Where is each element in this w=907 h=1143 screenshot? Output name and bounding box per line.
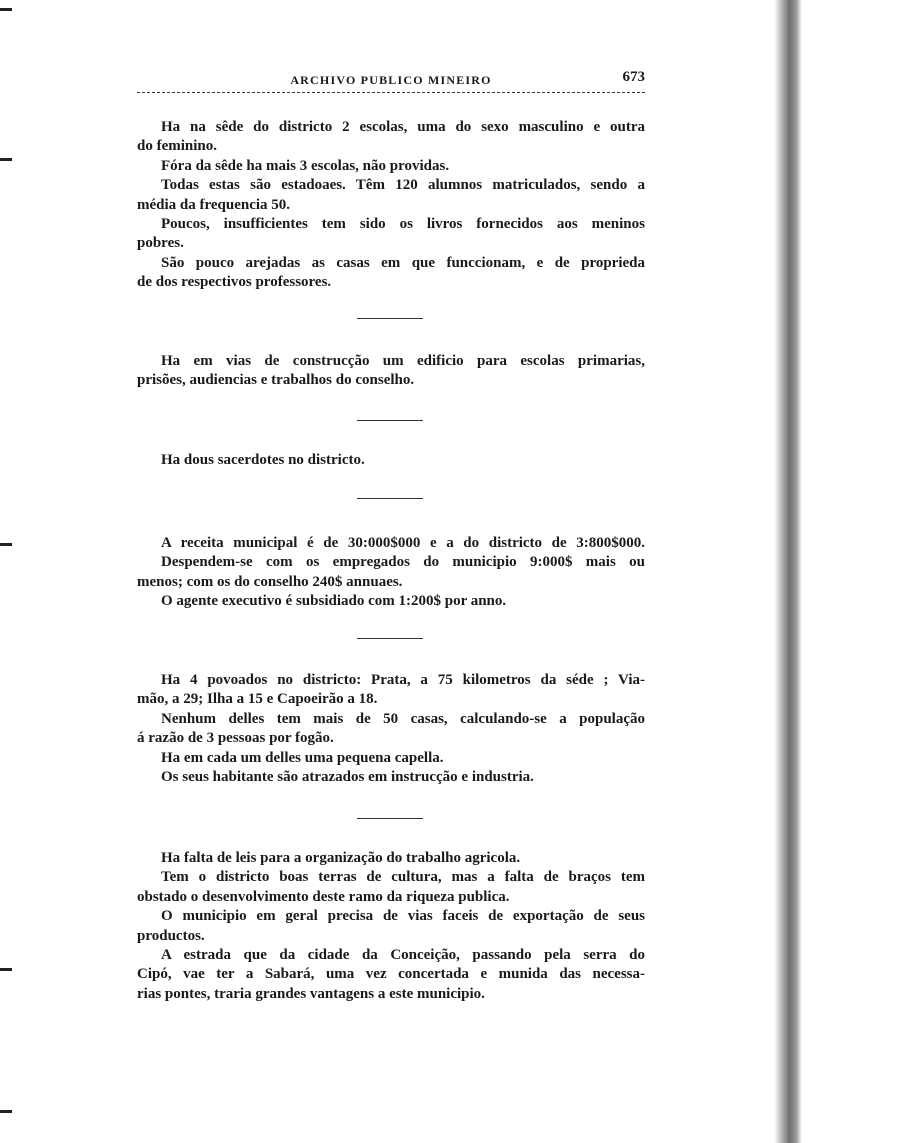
page-header bbox=[137, 68, 645, 90]
text-line: média da frequencia 50. bbox=[137, 196, 291, 213]
section-separator bbox=[357, 638, 423, 639]
text-line: do feminino. bbox=[137, 138, 218, 155]
text-line: Poucos, insufficientes tem sido os livros fornecidos aos meninos bbox=[161, 215, 645, 232]
text-line: mão, a 29; Ilha a 15 e Capoeirão a 18. bbox=[137, 691, 378, 708]
scan-edge-mark bbox=[0, 543, 12, 546]
text-line: Tem o districto boas terras de cultura, mas a falta de braços tem bbox=[161, 869, 645, 886]
text-line: A estrada que da cidade da Conceição, passando pela serra do bbox=[161, 946, 645, 963]
text-line: pobres. bbox=[137, 235, 184, 252]
text-line: Cipó, vae ter a Sabará, uma vez concertada e munida das necessa- bbox=[137, 966, 645, 983]
section-agriculture bbox=[137, 849, 645, 1004]
section-clergy bbox=[137, 451, 645, 470]
section-separator bbox=[357, 318, 423, 319]
text-line: O municipio em geral precisa de vias faceis de exportação de seus bbox=[161, 908, 645, 925]
section-schools bbox=[137, 118, 645, 293]
section-separator bbox=[357, 420, 423, 421]
header-rule bbox=[137, 92, 645, 93]
book-binding-shadow bbox=[774, 0, 802, 1143]
text-line: Fóra da sêde ha mais 3 escolas, não providas. bbox=[161, 157, 450, 174]
section-separator bbox=[357, 818, 423, 819]
text-line: Todas estas são estadoaes. Têm 120 alumnos matriculados, sendo a bbox=[161, 177, 645, 194]
text-line: Ha em vias de construcção um edificio para escolas primarias, bbox=[161, 353, 645, 369]
scan-edge-mark bbox=[0, 968, 12, 971]
text-line: Ha dous sacerdotes no districto. bbox=[161, 452, 365, 468]
text-line: de dos respectivos professores. bbox=[137, 274, 332, 291]
section-revenue bbox=[137, 534, 645, 612]
scan-edge-mark bbox=[0, 158, 12, 161]
text-line: productos. bbox=[137, 927, 205, 944]
text-line: obstado o desenvolvimento deste ramo da riqueza publica. bbox=[137, 888, 510, 905]
text-line: Despendem-se com os empregados do municipio 9:000$ mais ou bbox=[161, 554, 645, 571]
text-line: A receita municipal é de 30:000$000 e a do districto de 3:800$000. bbox=[161, 535, 645, 551]
text-line: Os seus habitante são atrazados em instrucção e industria. bbox=[161, 768, 534, 785]
text-line: O agente executivo é subsidiado com 1:200$ por anno. bbox=[161, 593, 507, 610]
page-margin bbox=[802, 0, 907, 1143]
text-line: prisões, audiencias e trabalhos do conselho. bbox=[137, 372, 415, 389]
text-line: menos; com os do conselho 240$ annuaes. bbox=[137, 573, 403, 590]
scan-edge-mark bbox=[0, 8, 12, 11]
text-line: á razão de 3 pessoas por fogão. bbox=[137, 730, 334, 747]
text-line: São pouco arejadas as casas em que funccionam, e de proprieda bbox=[161, 254, 645, 271]
section-villages bbox=[137, 671, 645, 787]
running-title: ARCHIVO PUBLICO MINEIRO bbox=[290, 73, 492, 87]
scan-edge-mark bbox=[0, 1110, 12, 1113]
page-number: 673 bbox=[622, 69, 645, 85]
section-buildings bbox=[137, 352, 645, 391]
text-line: Nenhum delles tem mais de 50 casas, calculando-se a população bbox=[161, 710, 645, 727]
text-line: Ha falta de leis para a organização do trabalho agricola. bbox=[161, 850, 521, 866]
text-line: rias pontes, traria grandes vantagens a este municipio. bbox=[137, 985, 485, 1002]
text-line: Ha 4 povoados no districto: Prata, a 75 kilometros da séde ; Via- bbox=[161, 672, 645, 688]
text-line: Ha na sêde do districto 2 escolas, uma do sexo masculino e outra bbox=[161, 119, 645, 135]
text-line: Ha em cada um delles uma pequena capella. bbox=[161, 749, 444, 766]
section-separator bbox=[357, 498, 423, 499]
